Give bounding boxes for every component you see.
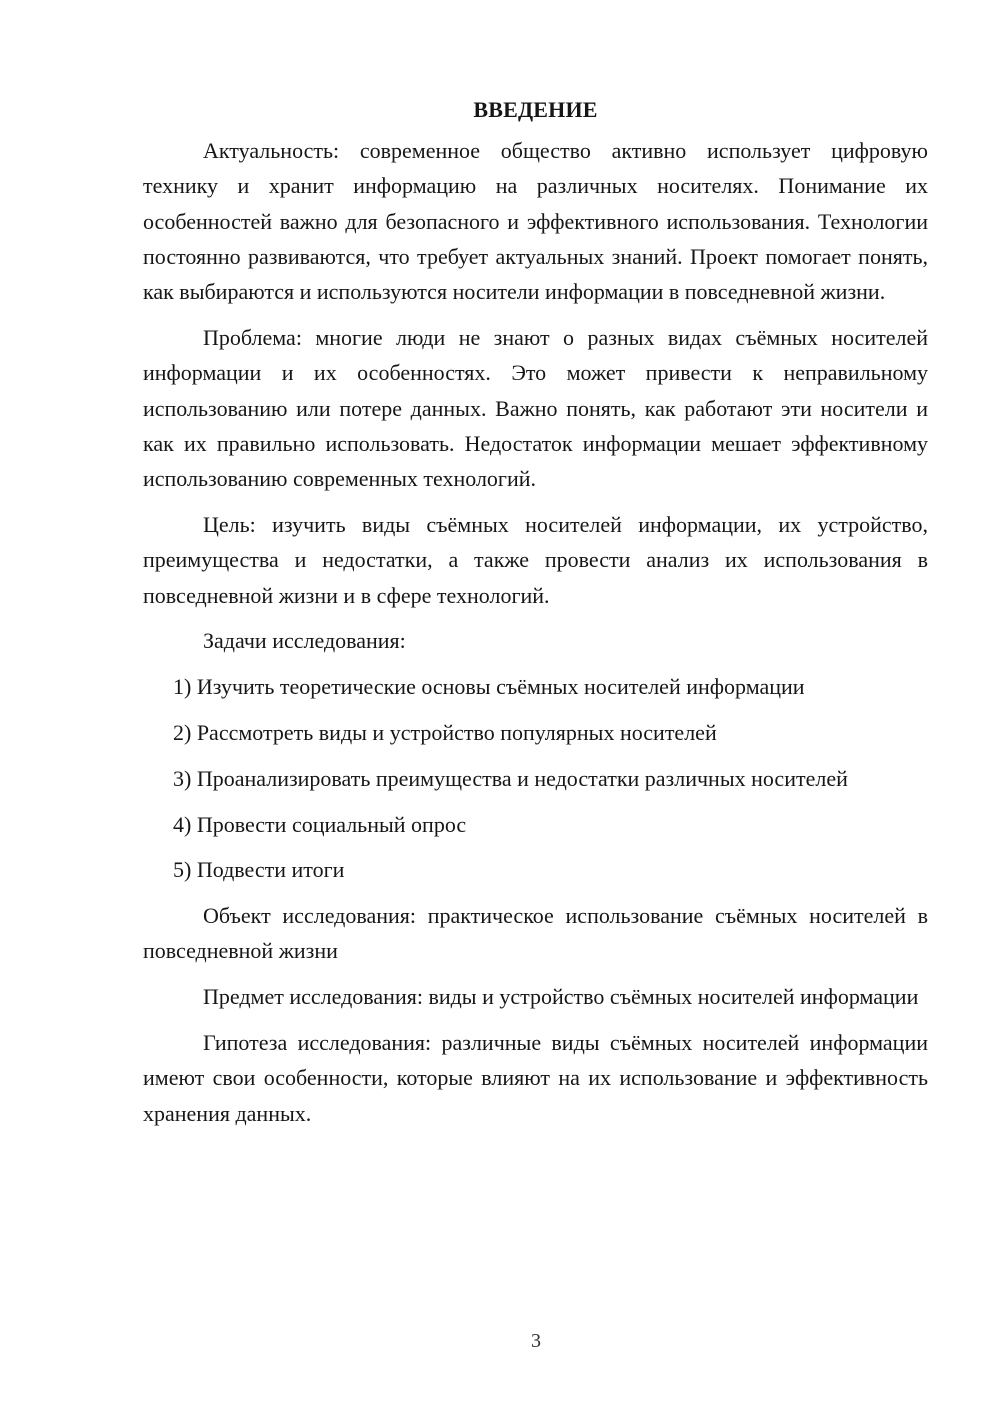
page-title: ВВЕДЕНИЕ	[473, 97, 598, 122]
tasks-heading: Задачи исследования:	[203, 628, 406, 654]
problem-paragraph: Проблема: многие люди не знают о разных видах съёмных носителей информации и их особенностях. Это может привести к неправильному использованию или потере данных. Важно понять, как работают эти носители и как их правильно использовать. Недостаток информации мешает эффективному использованию современных технологий.	[143, 324, 928, 492]
hypothesis-paragraph: Гипотеза исследования: различные виды съёмных носителей информации имеют свои особенности, которые влияют на их использование и эффективность хранения данных.	[143, 1030, 928, 1126]
relevance-paragraph: Актуальность: современное общество активно использует цифровую технику и хранит информацию на различных носителях. Понимание их особенностей важно для безопасного и эффективного использования. Технологии постоянно развиваются, что требует актуальных знаний. Проект помогает понять, как выбираются и используются носители информации в повседневной жизни.	[143, 138, 928, 305]
goal-paragraph: Цель: изучить виды съёмных носителей информации, их устройство, преимущества и недостатки, а также провести анализ их использования в повседневной жизни и в сфере технологий.	[143, 511, 928, 608]
object-paragraph: Объект исследования: практическое использование съёмных носителей в повседневной жизни	[143, 903, 928, 964]
task-item-2: 2) Рассмотреть виды и устройство популярных носителей	[173, 719, 717, 745]
task-item-1: 1) Изучить теоретические основы съёмных носителей информации	[173, 674, 805, 700]
task-item-4: 4) Провести социальный опрос	[173, 811, 467, 837]
task-item-3: 3) Проанализировать преимущества и недостатки различных носителей	[173, 765, 848, 791]
task-item-5: 5) Подвести итоги	[173, 857, 345, 883]
subject-paragraph: Предмет исследования: виды и устройство съёмных носителей информации	[203, 984, 919, 1010]
page-number: 3	[531, 1330, 541, 1352]
document-page	[143, 92, 928, 1141]
